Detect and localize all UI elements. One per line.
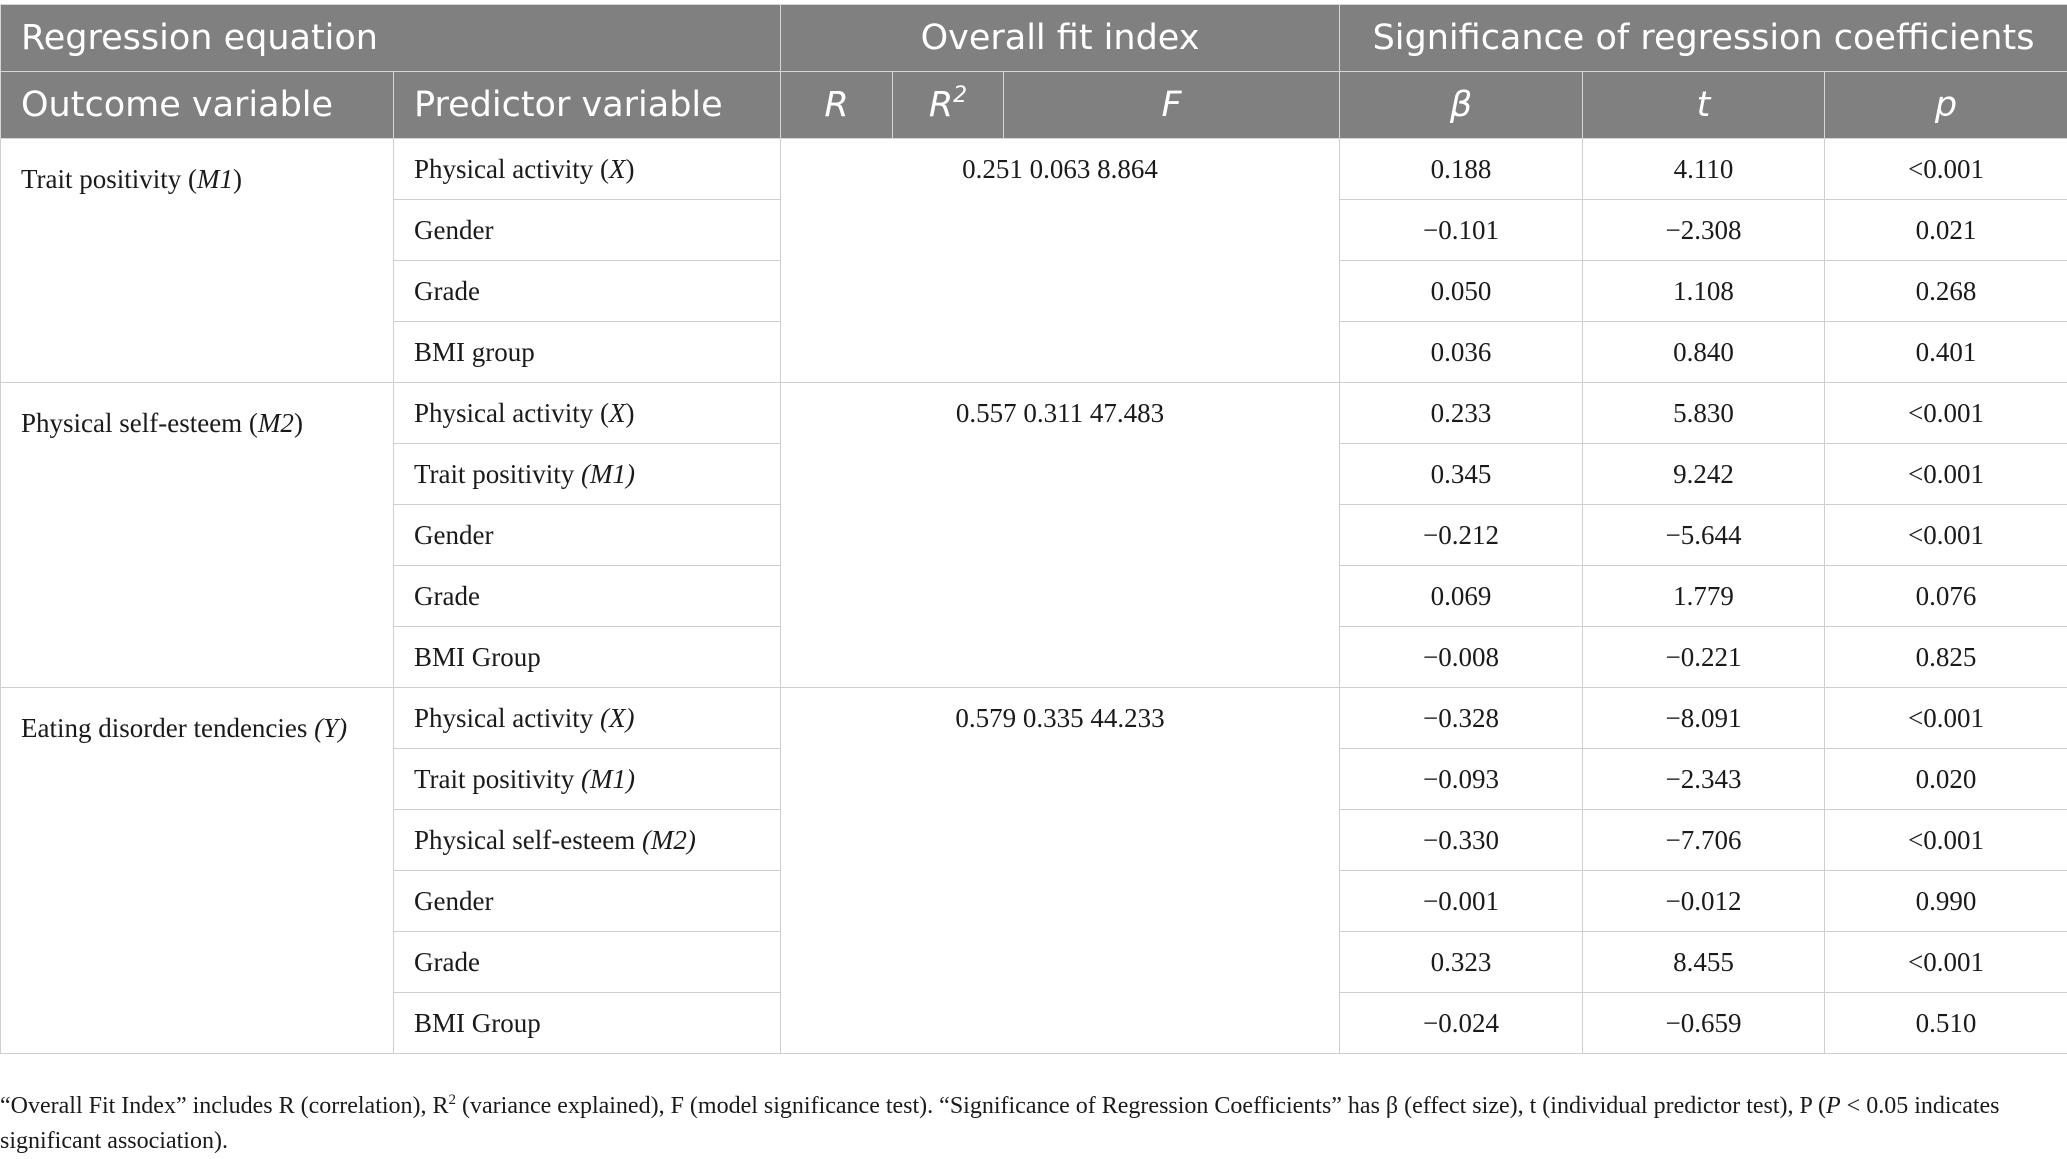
predictor-label: Physical self-esteem xyxy=(414,825,642,855)
table-body xyxy=(1,139,2067,1054)
regression-table-container xyxy=(0,4,2067,1054)
outcome-label-close: ) xyxy=(294,408,303,438)
footnote-text-c: < 0.05 indicates significant association). xyxy=(0,1093,2000,1154)
beta-value: 0.188 xyxy=(1340,139,1583,200)
p-value: 0.401 xyxy=(1825,322,2067,383)
p-value: 0.076 xyxy=(1825,566,2067,627)
predictor-variable-cell xyxy=(394,566,781,627)
predictor-label-italic: X xyxy=(609,398,626,428)
beta-value: −0.001 xyxy=(1340,871,1583,932)
predictor-variable-cell xyxy=(394,505,781,566)
header-p: p xyxy=(1825,72,2067,139)
p-value: <0.001 xyxy=(1825,505,2067,566)
predictor-variable-cell xyxy=(394,993,781,1054)
predictor-label: Grade xyxy=(414,947,480,977)
p-value: <0.001 xyxy=(1825,688,2067,749)
p-value: 0.020 xyxy=(1825,749,2067,810)
outcome-label: Physical self-esteem ( xyxy=(21,408,258,438)
predictor-label-italic: (M1) xyxy=(581,764,635,794)
p-value: 0.990 xyxy=(1825,871,2067,932)
footnote-italic-p: P xyxy=(1826,1093,1841,1119)
table-row xyxy=(1,383,2067,444)
predictor-label: Physical activity xyxy=(414,703,600,733)
predictor-label-italic: (M2) xyxy=(642,825,696,855)
predictor-variable-cell xyxy=(394,627,781,688)
beta-value: −0.212 xyxy=(1340,505,1583,566)
t-value: 4.110 xyxy=(1583,139,1825,200)
predictor-variable-cell xyxy=(394,383,781,444)
p-value: <0.001 xyxy=(1825,932,2067,993)
t-value: −5.644 xyxy=(1583,505,1825,566)
predictor-label: Trait positivity xyxy=(414,459,581,489)
beta-value: −0.101 xyxy=(1340,200,1583,261)
outcome-label-italic: M1 xyxy=(197,164,233,194)
t-value: −2.308 xyxy=(1583,200,1825,261)
beta-value: −0.328 xyxy=(1340,688,1583,749)
p-value: 0.021 xyxy=(1825,200,2067,261)
outcome-variable-cell xyxy=(1,139,394,383)
predictor-label-close: ) xyxy=(625,154,634,184)
beta-value: −0.008 xyxy=(1340,627,1583,688)
t-value: −0.221 xyxy=(1583,627,1825,688)
header-r: R xyxy=(781,72,893,139)
header-t: t xyxy=(1583,72,1825,139)
outcome-label-italic: M2 xyxy=(258,408,294,438)
predictor-label-close: ) xyxy=(625,398,634,428)
table-footnote xyxy=(0,1083,2020,1159)
predictor-variable-cell xyxy=(394,139,781,200)
header-r-squared-sup: 2 xyxy=(953,83,967,108)
outcome-variable-cell xyxy=(1,383,394,688)
p-value: <0.001 xyxy=(1825,383,2067,444)
beta-value: −0.330 xyxy=(1340,810,1583,871)
predictor-variable-cell xyxy=(394,749,781,810)
t-value: −8.091 xyxy=(1583,688,1825,749)
p-value: 0.825 xyxy=(1825,627,2067,688)
outcome-label-italic: (Y) xyxy=(314,713,347,743)
predictor-label: Physical activity ( xyxy=(414,154,609,184)
predictor-label: BMI Group xyxy=(414,1008,541,1038)
header-group-row xyxy=(1,5,2067,72)
overall-fit-values: 0.557 0.311 47.483 xyxy=(781,383,1340,688)
beta-value: −0.024 xyxy=(1340,993,1583,1054)
table-row xyxy=(1,139,2067,200)
t-value: 8.455 xyxy=(1583,932,1825,993)
p-value: <0.001 xyxy=(1825,139,2067,200)
header-significance-coefficients: Significance of regression coefficients xyxy=(1340,5,2067,72)
predictor-label: Grade xyxy=(414,276,480,306)
p-value: 0.510 xyxy=(1825,993,2067,1054)
t-value: −7.706 xyxy=(1583,810,1825,871)
footnote-text-b: (variance explained), F (model significance test). “Significance of Regression Coefficients” has β (effect size), t (individual predictor test), P ( xyxy=(456,1093,1826,1119)
t-value: 0.840 xyxy=(1583,322,1825,383)
t-value: 5.830 xyxy=(1583,383,1825,444)
header-regression-equation: Regression equation xyxy=(1,5,781,72)
outcome-label-close: ) xyxy=(233,164,242,194)
predictor-variable-cell xyxy=(394,200,781,261)
predictor-label: Grade xyxy=(414,581,480,611)
predictor-label-italic: X xyxy=(609,154,626,184)
beta-value: 0.233 xyxy=(1340,383,1583,444)
overall-fit-values: 0.579 0.335 44.233 xyxy=(781,688,1340,1054)
header-f: F xyxy=(1004,72,1340,139)
predictor-variable-cell xyxy=(394,261,781,322)
overall-fit-values: 0.251 0.063 8.864 xyxy=(781,139,1340,383)
predictor-label-italic: (X) xyxy=(600,703,634,733)
outcome-label: Trait positivity ( xyxy=(21,164,197,194)
outcome-label: Eating disorder tendencies xyxy=(21,713,314,743)
t-value: −0.659 xyxy=(1583,993,1825,1054)
predictor-label-italic: (M1) xyxy=(581,459,635,489)
predictor-label: Gender xyxy=(414,520,493,550)
predictor-label: Trait positivity xyxy=(414,764,581,794)
footnote-superscript: 2 xyxy=(449,1092,457,1108)
table-header xyxy=(1,5,2067,139)
t-value: 9.242 xyxy=(1583,444,1825,505)
t-value: 1.779 xyxy=(1583,566,1825,627)
regression-table xyxy=(0,4,2067,1054)
header-outcome-variable: Outcome variable xyxy=(1,72,394,139)
p-value: <0.001 xyxy=(1825,444,2067,505)
predictor-variable-cell xyxy=(394,688,781,749)
predictor-label: Physical activity ( xyxy=(414,398,609,428)
header-beta: β xyxy=(1340,72,1583,139)
table-row xyxy=(1,688,2067,749)
beta-value: 0.323 xyxy=(1340,932,1583,993)
header-column-row xyxy=(1,72,2067,139)
beta-value: 0.345 xyxy=(1340,444,1583,505)
footnote-text-a: “Overall Fit Index” includes R (correlation), R xyxy=(0,1093,449,1119)
t-value: −0.012 xyxy=(1583,871,1825,932)
predictor-variable-cell xyxy=(394,322,781,383)
predictor-label: Gender xyxy=(414,886,493,916)
header-r-squared-base: R xyxy=(929,85,953,125)
p-value: <0.001 xyxy=(1825,810,2067,871)
header-r-squared xyxy=(893,72,1004,139)
p-value: 0.268 xyxy=(1825,261,2067,322)
beta-value: 0.069 xyxy=(1340,566,1583,627)
beta-value: 0.036 xyxy=(1340,322,1583,383)
t-value: −2.343 xyxy=(1583,749,1825,810)
beta-value: −0.093 xyxy=(1340,749,1583,810)
beta-value: 0.050 xyxy=(1340,261,1583,322)
predictor-variable-cell xyxy=(394,444,781,505)
predictor-variable-cell xyxy=(394,810,781,871)
outcome-variable-cell xyxy=(1,688,394,1054)
header-overall-fit-index: Overall fit index xyxy=(781,5,1340,72)
t-value: 1.108 xyxy=(1583,261,1825,322)
predictor-label: Gender xyxy=(414,215,493,245)
predictor-label: BMI group xyxy=(414,337,535,367)
predictor-variable-cell xyxy=(394,932,781,993)
predictor-label: BMI Group xyxy=(414,642,541,672)
header-predictor-variable: Predictor variable xyxy=(394,72,781,139)
predictor-variable-cell xyxy=(394,871,781,932)
